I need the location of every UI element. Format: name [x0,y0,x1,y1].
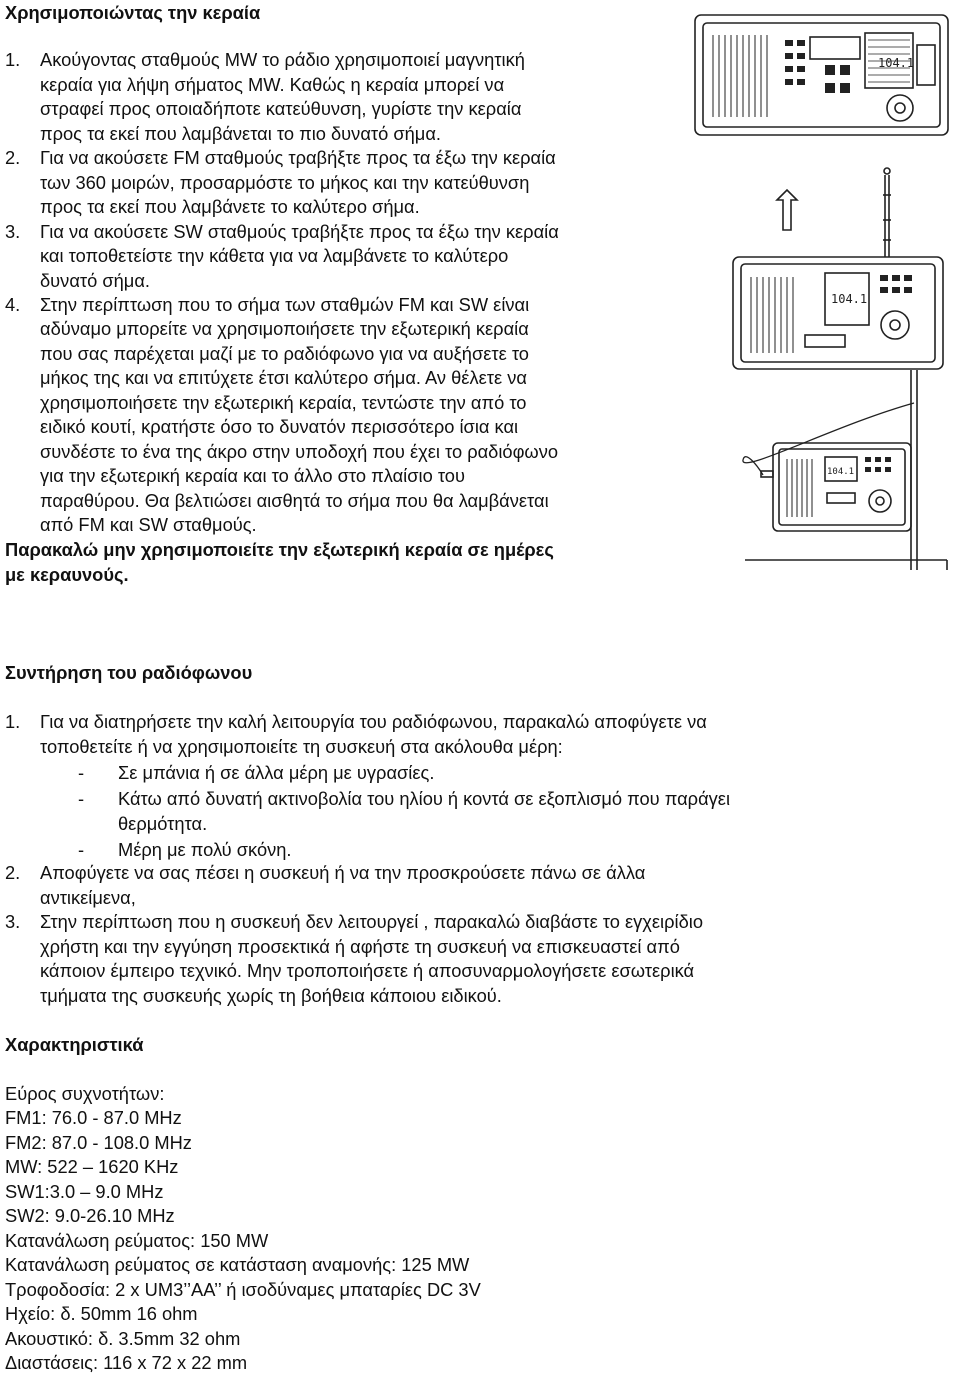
spec-line: Διαστάσεις: 116 x 72 x 22 mm [5,1352,248,1373]
list-item-text: αδύναμο μπορείτε να χρησιμοποιήσετε την εξωτερική κεραία [40,318,529,339]
radio-top-illustration [695,15,948,135]
spec-line: Κατανάλωση ρεύματος: 150 MW [5,1230,269,1251]
spec-line: Κατανάλωση ρεύματος σε κατάσταση αναμονής: 125 MW [5,1254,470,1275]
list-item-text: που σας παρέχεται μαζί με το ραδιόφωνο για να αυξήσετε το [40,343,529,364]
list-item-number: 1. [5,711,21,732]
list-item-text: Μέρη με πολύ σκόνη. [118,839,292,860]
spec-line: Τροφοδοσία: 2 x UM3’’AA’’ ή ισοδύναμες μπαταρίες DC 3V [5,1279,481,1300]
list-item-text: Στην περίπτωση που το σήμα των σταθμών FM και SW είναι [40,294,530,315]
spec-line: MW: 522 – 1620 KHz [5,1156,179,1177]
list-item-text: ειδικό κουτί, κρατήστε όσο το δυνατόν περισσότερο ίσια και [40,416,519,437]
radio-display: 104.1 [878,56,915,70]
list-item-number: 4. [5,294,21,315]
list-item-text: προς τα εκεί που λαμβάνεται το πιο δυνατό σήμα. [40,123,441,144]
lightning-warning: με κεραυνούς. [5,564,129,585]
list-item-text: από FM και SW σταθμούς. [40,514,257,535]
list-item-text: τμήματα της συσκευής χωρίς τη βοήθεια κάποιου ειδικού. [40,985,502,1006]
list-item-text: θερμότητα. [118,813,208,834]
list-item-number: 3. [5,221,21,242]
list-item-text: στραφεί προς οποιαδήποτε κατεύθυνση, γυρίστε την κεραία [40,98,522,119]
list-item-text: κάποιον έμπειρο τεχνικό. Μην τροποποιήσετε ή αποσυναρμολογήσετε εσωτερικά [40,960,695,981]
bullet-dash: - [78,788,85,809]
spec-line: SW2: 9.0-26.10 MHz [5,1205,175,1226]
list-item-number: 2. [5,862,21,883]
list-item-text: για την εξωτερική κεραία και το άλλο στο πλαίσιο του [40,465,465,486]
list-item-text: των 360 μοιρών, προσαρμόστε το μήκος και την κατεύθυνση [40,172,530,193]
list-item-text: Σε μπάνια ή σε άλλα μέρη με υγρασίες. [118,762,435,783]
spec-line: Εύρος συχνοτήτων: [5,1083,165,1104]
list-item-text: και τοποθετείστε την κάθετα για να λαμβάνετε το καλύτερο [40,245,509,266]
list-item-number: 2. [5,147,21,168]
list-item-text: μήκος της και να επιτύχετε έτσι καλύτερο σήμα. Αν θέλετε να [40,367,527,388]
spec-line: FM1: 76.0 - 87.0 MHz [5,1107,182,1128]
spec-line: Ακουστικό: δ. 3.5mm 32 ohm [5,1328,241,1349]
list-item-text: τοποθετείτε ή να χρησιμοποιείτε τη συσκευή στα ακόλουθα μέρη: [40,736,563,757]
list-item-number: 1. [5,49,21,70]
radio-display: 104.1 [831,292,868,306]
list-item-text: Κάτω από δυνατή ακτινοβολία του ηλίου ή κοντά σε εξοπλισμό που παράγει [118,788,731,809]
list-item-text: Ακούγοντας σταθμούς MW το ράδιο χρησιμοποιεί μαγνητική [40,49,525,70]
list-item-text: Για να ακούσετε FM σταθμούς τραβήξτε προς τα έξω την κεραία [40,147,556,168]
list-item-number: 3. [5,911,21,932]
list-item-text: παραθύρου. Θα βελτιώσει αισθητά το σήμα που θα λαμβάνεται [40,490,549,511]
specs-section-title: Χαρακτηριστικά [5,1034,144,1055]
list-item-text: χρησιμοποιήσετε την εξωτερική κεραία, τεντώστε την από το [40,392,527,413]
spec-line: FM2: 87.0 - 108.0 MHz [5,1132,192,1153]
list-item-text: Για να ακούσετε SW σταθμούς τραβήξτε προς τα έξω την κεραία [40,221,559,242]
list-item-text: δυνατό σήμα. [40,270,150,291]
list-item-text: προς τα εκεί που λαμβάνετε το καλύτερο σήμα. [40,196,420,217]
antenna-section-title: Χρησιμοποιώντας την κεραία [5,2,261,23]
list-item-text: αντικείμενα, [40,887,136,908]
bullet-dash: - [78,839,85,860]
list-item-text: κεραία για λήψη σήματος MW. Καθώς η κεραία μπορεί να [40,74,505,95]
bullet-dash: - [78,762,85,783]
list-item-text: Αποφύγετε να σας πέσει η συσκευή ή να την προσκρούσετε πάνω σε άλλα [40,862,646,883]
list-item-text: χρήστη και την εγγύηση προσεκτικά ή αφήστε τη συσκευή να επισκευαστεί από [40,936,680,957]
lightning-warning: Παρακαλώ μην χρησιμοποιείτε την εξωτερική κεραία σε ημέρες [5,539,554,560]
radio-display: 104.1 [827,467,855,477]
spec-line: Ηχείο: δ. 50mm 16 ohm [5,1303,198,1324]
radio-middle-illustration [733,168,943,369]
spec-line: SW1:3.0 – 9.0 MHz [5,1181,164,1202]
maintenance-section-title: Συντήρηση του ραδιόφωνου [5,662,253,683]
radio-antenna-illustration [685,5,955,575]
list-item-text: Για να διατηρήσετε την καλή λειτουργία του ραδιόφωνου, παρακαλώ αποφύγετε να [40,711,707,732]
list-item-text: Στην περίπτωση που η συσκευή δεν λειτουργεί , παρακαλώ διαβάστε το εγχειρίδιο [40,911,703,932]
list-item-text: συνδέστε το ένα της άκρο στην υποδοχή που έχει το ραδιόφωνο [40,441,559,462]
